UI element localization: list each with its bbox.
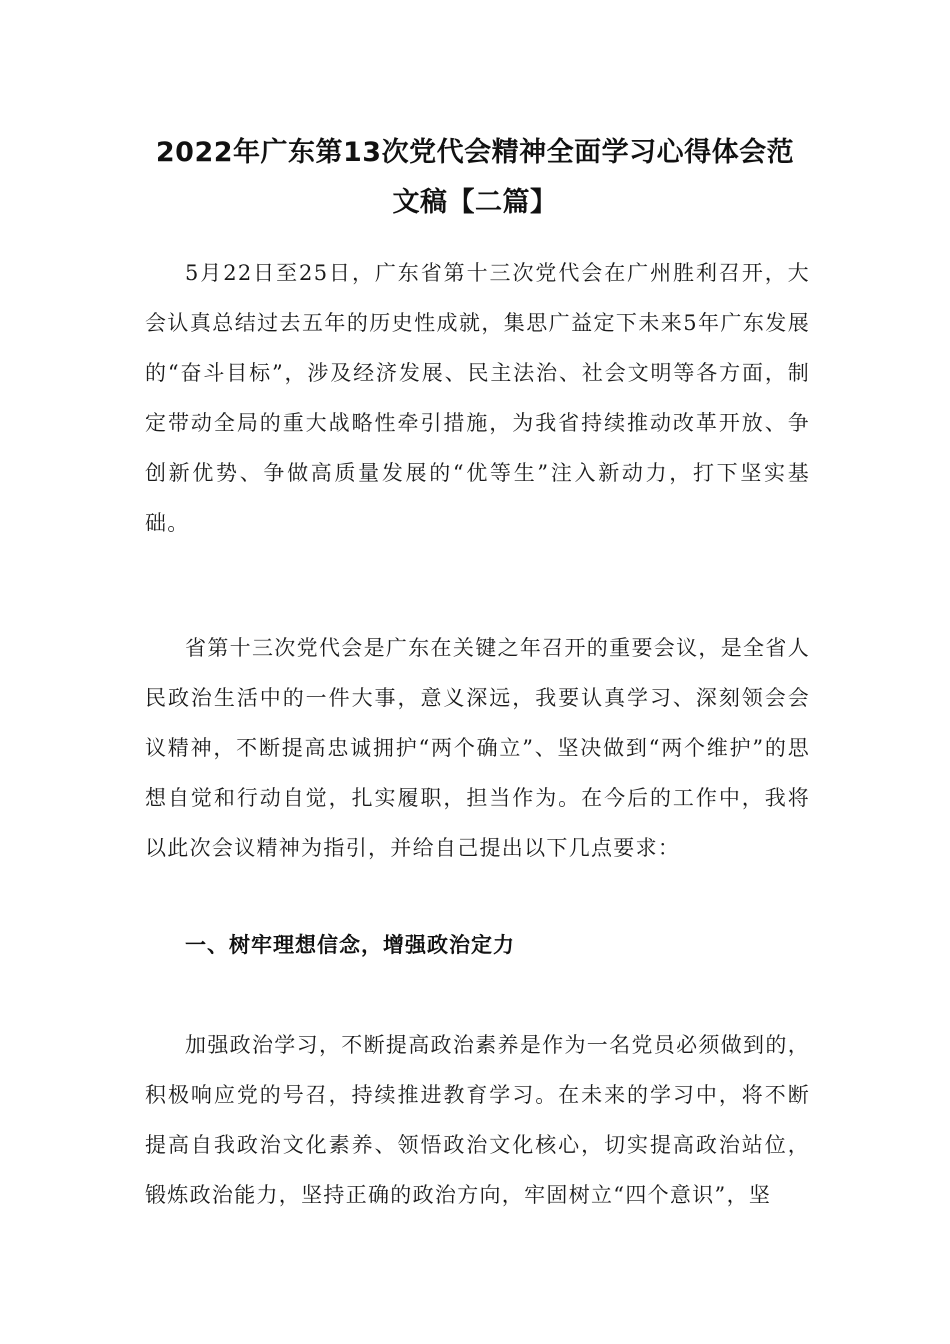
title-line-2: 文稿【二篇】: [392, 187, 558, 218]
paragraph-meeting-significance-text: 省第十三次党代会是广东在关键之年召开的重要会议，是全省人民政治生活中的一件大事，意义深远，我要认真学习、深刻领会会议精神，不断提高忠诚拥护“两个确立”、坚决做到“两个维护”的思想自觉和行动自觉，扎实履职，担当作为。在今后的工作中，我将以此次会议精神为指引，并给自己提出以下几点要求：: [145, 636, 810, 860]
section-heading-1: 一、树牢理想信念，增强政治定力: [185, 933, 515, 957]
paragraph-political-study-text: 加强政治学习，不断提高政治素养是作为一名党员必须做到的，积极响应党的号召，持续推进教育学习。在未来的学习中，将不断提高自我政治文化素养、领悟政治文化核心，切实提高政治站位，锻炼政治能力，坚持正确的政治方向，牢固树立“四个意识”，坚: [145, 1033, 810, 1207]
paragraph-political-study: [145, 1020, 810, 1220]
paragraph-intro: [145, 248, 810, 548]
title-line-1: 2022年广东第13次党代会精神全面学习心得体会范: [155, 137, 795, 168]
paragraph-meeting-significance: [145, 623, 810, 873]
paragraph-intro-text: 5月22日至25日，广东省第十三次党代会在广州胜利召开，大会认真总结过去五年的历史性成就，集思广益定下未来5年广东发展的“奋斗目标”，涉及经济发展、民主法治、社会文明等各方面，制定带动全局的重大战略性牵引措施，为我省持续推动改革开放、争创新优势、争做高质量发展的“优等生”注入新动力，打下坚实基础。: [145, 261, 810, 535]
document-title: [140, 128, 810, 228]
